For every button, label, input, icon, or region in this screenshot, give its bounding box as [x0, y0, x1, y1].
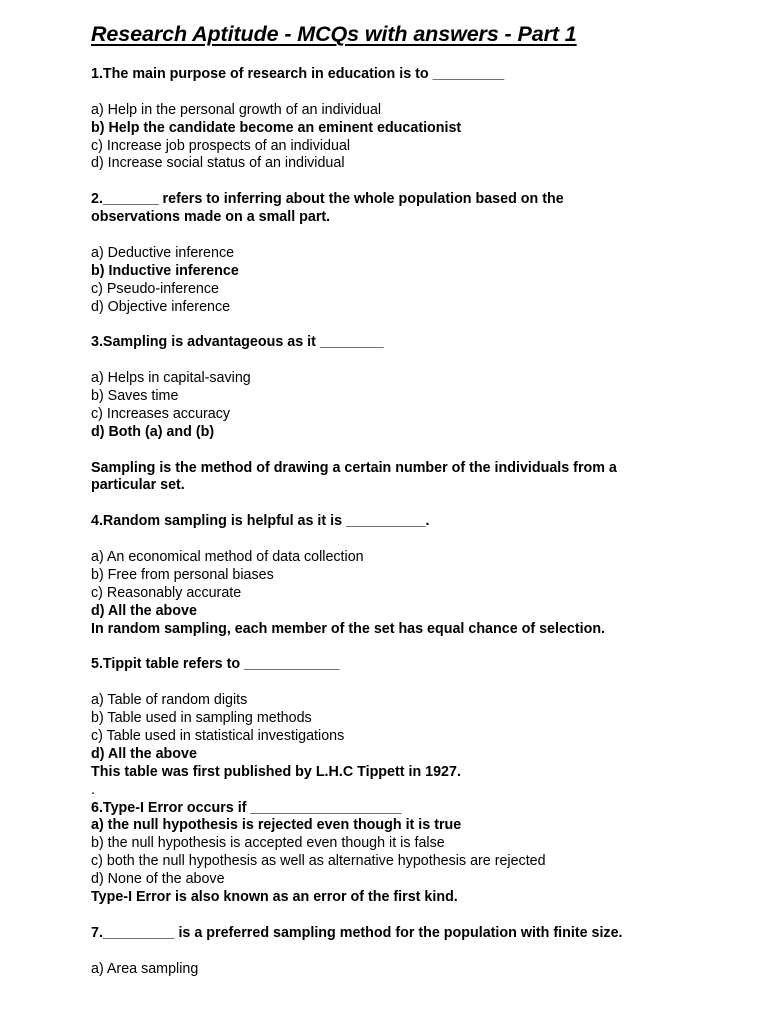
option-d: d) None of the above [91, 871, 225, 888]
question-block-5 [91, 656, 731, 799]
option-d-correct-answer: d) Both (a) and (b) [91, 423, 215, 440]
question-block-4 [91, 513, 731, 638]
question-block-2 [91, 191, 731, 316]
option-b-correct-answer: b) Help the candidate become an eminent educationist [91, 119, 462, 136]
page-title: Research Aptitude - MCQs with answers - Part 1 [91, 22, 577, 46]
option-d: d) Increase social status of an individual [91, 155, 345, 172]
explanation: In random sampling, each member of the set has equal chance of selection. [91, 620, 606, 637]
option-c: c) Table used in statistical investigations [91, 727, 345, 744]
option-c: c) Increase job prospects of an individual [91, 137, 351, 154]
explanation-line-2: particular set. [91, 477, 185, 494]
option-b: b) Table used in sampling methods [91, 710, 312, 727]
question-text: 1.The main purpose of research in education is to _________ [91, 66, 505, 82]
option-a: a) Area sampling [91, 960, 199, 977]
question-block-1 [91, 66, 731, 173]
question-text: 5.Tippit table refers to ____________ [91, 656, 340, 673]
option-a: a) Deductive inference [91, 244, 235, 261]
question-text: 7._________ is a preferred sampling method for the population with finite size. [91, 924, 623, 941]
option-a: a) Helps in capital-saving [91, 370, 251, 387]
option-b: b) Saves time [91, 388, 179, 405]
question-text: 3.Sampling is advantageous as it ________ [91, 334, 384, 351]
option-b-correct-answer: b) Inductive inference [91, 262, 239, 279]
option-a: a) An economical method of data collection [91, 549, 364, 566]
explanation: This table was first published by L.H.C Tippett in 1927. [91, 763, 461, 780]
option-c: c) Increases accuracy [91, 405, 231, 422]
question-block-6 [91, 800, 731, 907]
explanation: Type-I Error is also known as an error of the first kind. [91, 888, 458, 905]
question-text-line-2: observations made on a small part. [91, 209, 331, 226]
option-b: b) the null hypothesis is accepted even though it is false [91, 835, 445, 852]
question-text-line-1: 2._______ refers to inferring about the whole population based on the [91, 191, 564, 208]
question-text: 4.Random sampling is helpful as it is __________. [91, 513, 430, 530]
option-c: c) Pseudo-inference [91, 280, 219, 297]
option-c: c) both the null hypothesis as well as alternative hypothesis are rejected [91, 853, 546, 870]
question-block-3 [91, 334, 731, 495]
option-d: d) Objective inference [91, 298, 231, 315]
option-d-correct-answer: d) All the above [91, 745, 197, 762]
explanation-line-1: Sampling is the method of drawing a certain number of the individuals from a [91, 459, 617, 476]
option-c: c) Reasonably accurate [91, 584, 242, 601]
question-block-7 [91, 925, 731, 979]
option-a: a) Help in the personal growth of an individual [91, 101, 382, 118]
option-d-correct-answer: d) All the above [91, 602, 197, 619]
option-a-correct-answer: a) the null hypothesis is rejected even though it is true [91, 817, 462, 834]
option-b: b) Free from personal biases [91, 566, 274, 583]
option-a: a) Table of random digits [91, 692, 248, 709]
trailing-period-mark: . [91, 781, 95, 798]
question-text: 6.Type-I Error occurs if ___________________ [91, 799, 402, 816]
mcq-list [91, 66, 731, 978]
